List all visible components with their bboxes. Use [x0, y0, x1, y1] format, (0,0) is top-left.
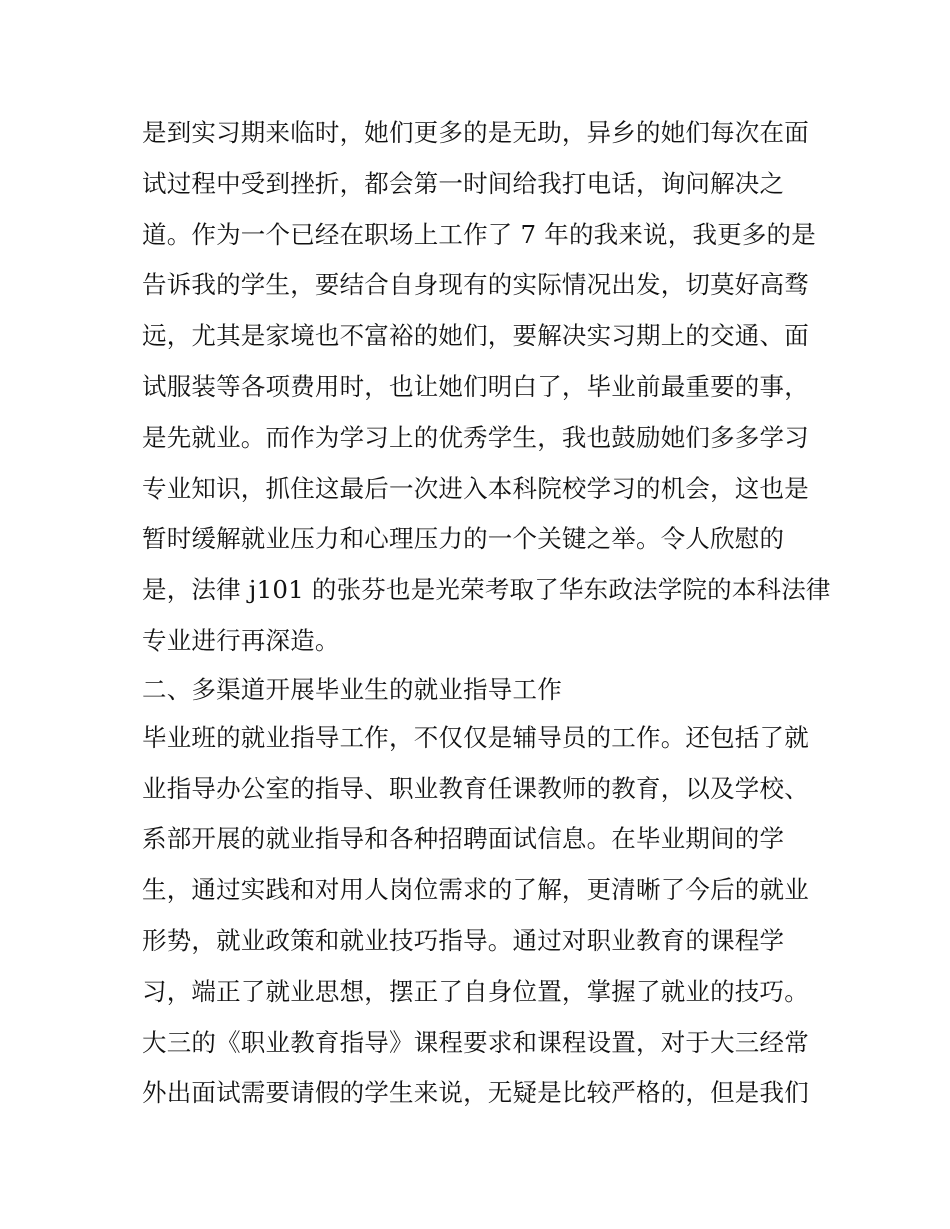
- body-text: [142, 108, 831, 1119]
- text-line: 告诉我的学生，要结合自身现有的实际情况出发，切莫好高骛: [142, 270, 809, 300]
- text-line: 系部开展的就业指导和各种招聘面试信息。在毕业期间的学: [142, 824, 785, 854]
- text-line: 毕业班的就业指导工作，不仅仅是辅导员的工作。还包括了就: [142, 722, 809, 752]
- text-line: 业指导办公室的指导、职业教育任课教师的教育，以及学校、: [142, 773, 809, 803]
- text-line: 形势，就业政策和就业技巧指导。通过对职业教育的课程学: [142, 925, 785, 955]
- text-line: 习，端正了就业思想，摆正了自身位置，掌握了就业的技巧。: [142, 976, 809, 1006]
- text-line: 专业知识，抓住这最后一次进入本科院校学习的机会，这也是: [142, 473, 809, 503]
- text-line: 远，尤其是家境也不富裕的她们，要解决实习期上的交通、面: [142, 321, 809, 351]
- text-line: 生，通过实践和对用人岗位需求的了解，更清晰了今后的就业: [142, 875, 809, 905]
- text-line: 是先就业。而作为学习上的优秀学生，我也鼓励她们多多学习: [142, 422, 809, 452]
- text-line: 道。作为一个已经在职场上工作了 7 年的我来说，我更多的是: [142, 219, 816, 249]
- text-line: 暂时缓解就业压力和心理压力的一个关键之举。令人欣慰的: [142, 524, 785, 554]
- text-line: 专业进行再深造。: [142, 625, 340, 655]
- text-line: 是，法律 j101 的张芬也是光荣考取了华东政法学院的本科法律: [142, 575, 831, 605]
- text-line: 大三的《职业教育指导》课程要求和课程设置，对于大三经常: [142, 1027, 809, 1057]
- text-line: 试服装等各项费用时，也让她们明白了，毕业前最重要的事，: [142, 371, 809, 401]
- section-heading: 二、多渠道开展毕业生的就业指导工作: [142, 674, 562, 704]
- text-line: 是到实习期来临时，她们更多的是无助，异乡的她们每次在面: [142, 118, 809, 147]
- text-line: 试过程中受到挫折，都会第一时间给我打电话，询问解决之: [142, 168, 785, 198]
- text-line: 外出面试需要请假的学生来说，无疑是比较严格的，但是我们: [142, 1078, 809, 1108]
